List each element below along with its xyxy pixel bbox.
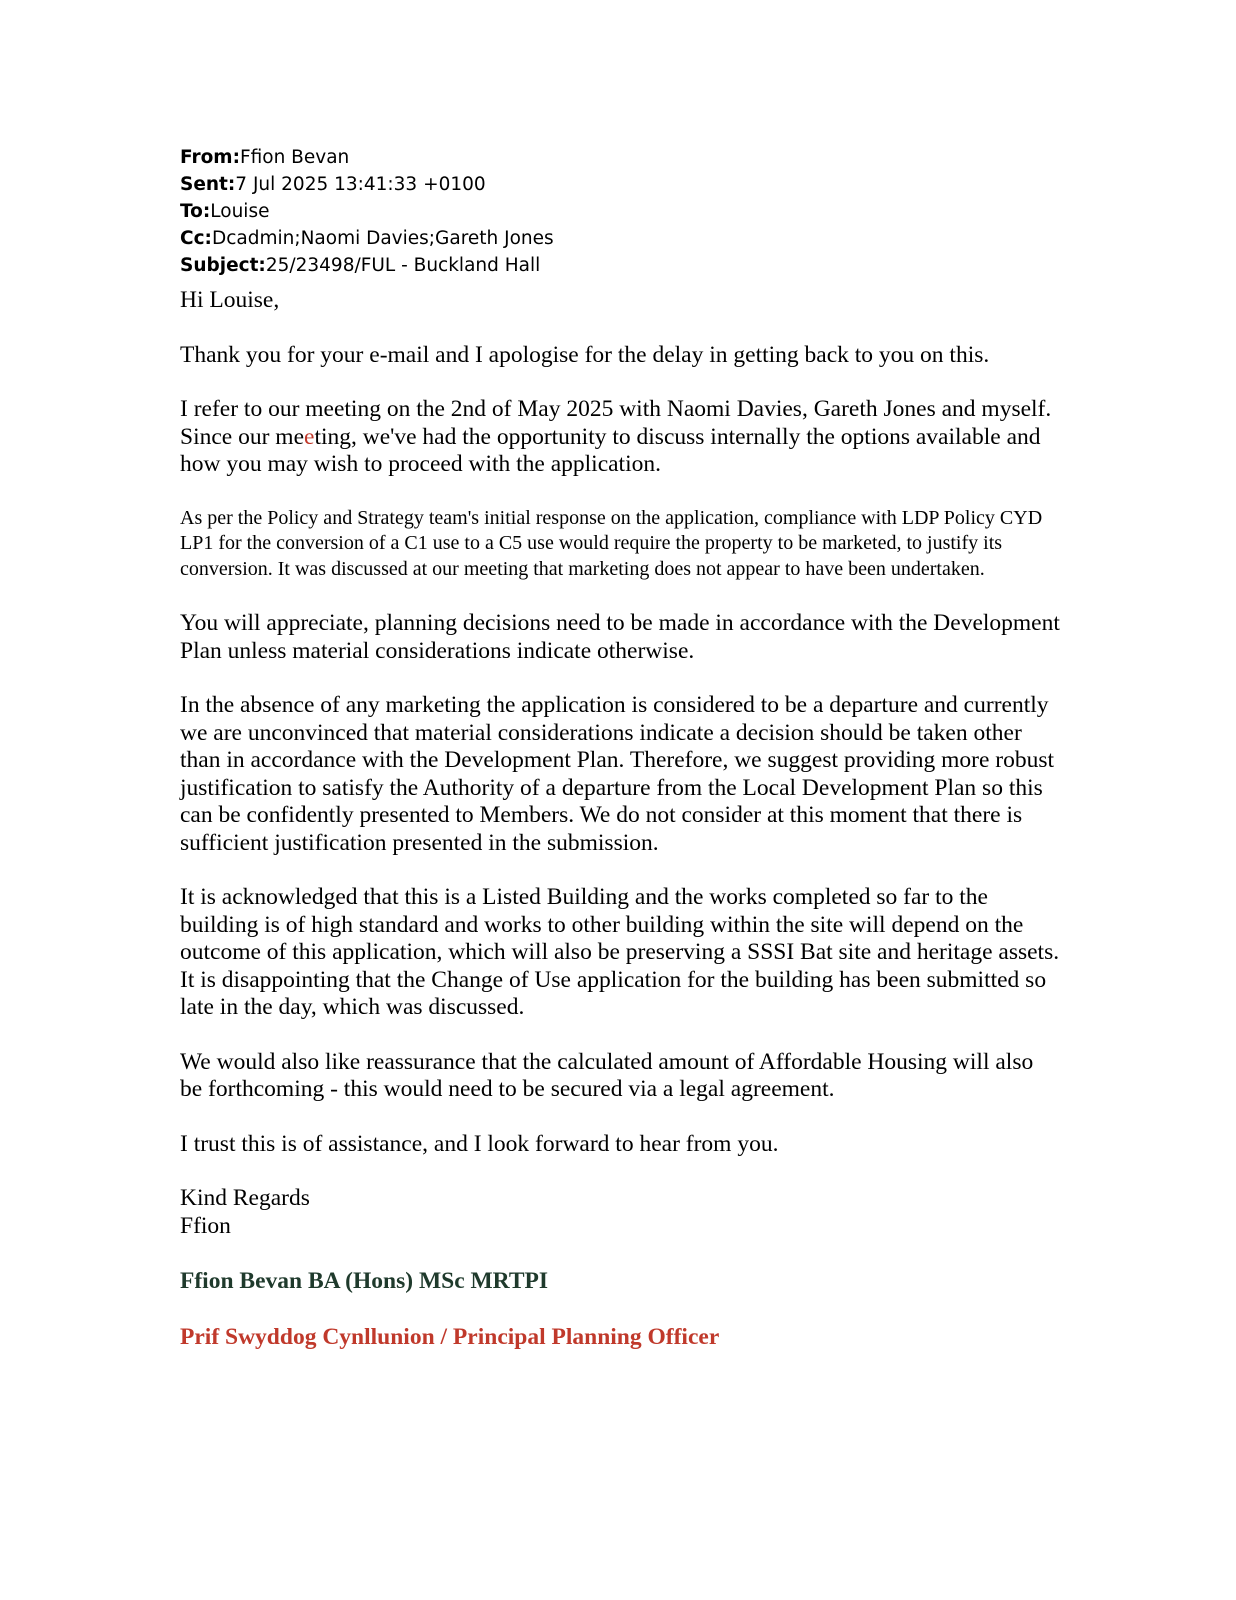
to-value: Louise (210, 201, 270, 222)
signature-name: Ffion Bevan BA (Hons) MSc MRTPI (180, 1268, 549, 1294)
cc-label: Cc: (180, 228, 212, 249)
to-label: To: (180, 201, 211, 222)
cc-value: Dcadmin;Naomi Davies;Gareth Jones (211, 228, 554, 249)
signature-title: Prif Swyddog Cynllunion / Principal Planning Officer (180, 1324, 720, 1350)
paragraph-thanks: Thank you for your e-mail and I apologise for the delay in getting back to you on this. (180, 341, 990, 368)
cc-row (180, 225, 1060, 252)
sent-row (180, 171, 1060, 198)
paragraph-development-plan: You will appreciate, planning decisions need to be made in accordance with the Development Plan unless material considerations indicate otherwise. (180, 610, 1060, 664)
paragraph-departure: In the absence of any marketing the application is considered to be a departure and currently we are unconvinced that material considerations indicate a decision should be taken other than in accordance with the Development Plan. Therefore, we suggest providing more robust justification to satisfy the Authority of a departure from the Local Development Plan so this can be confidently presented to Members. We do not consider at this moment that there is sufficient justification presented in the submission. (180, 692, 1055, 856)
subject-label: Subject: (180, 255, 266, 276)
email-document (180, 144, 1060, 1351)
paragraph-meeting (180, 396, 1060, 479)
highlighted-letter: e (304, 423, 315, 450)
email-body (180, 287, 1060, 1240)
paragraph-meeting-start: I refer to our meeting on the 2nd of May 2025 with Naomi Davies, Gareth Jones and myself. Since our me (180, 396, 1052, 450)
to-row (180, 198, 1060, 225)
from-label: From: (180, 147, 240, 168)
paragraph-listed-building: It is acknowledged that this is a Listed Building and the works completed so far to the building is of high standard and works to other building within the site will depend on the outcome of this application, which will also be preserving a SSSI Bat site and heritage assets. It is disappointing that the Change of Use application for the building has been submitted so late in the day, which was discussed. (180, 884, 1060, 1020)
subject-row (180, 252, 1060, 279)
subject-value: 25/23498/FUL - Buckland Hall (265, 255, 541, 276)
signoff (180, 1185, 1060, 1240)
signoff-first-name: Ffion (180, 1212, 231, 1239)
from-row (180, 144, 1060, 171)
paragraph-policy: As per the Policy and Strategy team's initial response on the application, compliance with LDP Policy CYD LP1 for the conversion of a C1 use to a C5 use would require the property to be marketed, to justify its conversion. It was discussed at our meeting that marketing does not appear to have been undertaken. (180, 506, 1043, 580)
paragraph-meeting-end: ting, we've had the opportunity to discuss internally the options available and how you may wish to proceed with the application. (180, 423, 1041, 477)
paragraph-closing: I trust this is of assistance, and I look forward to hear from you. (180, 1130, 779, 1157)
sent-value: 7 Jul 2025 13:41:33 +0100 (235, 174, 486, 195)
paragraph-affordable-housing: We would also like reassurance that the calculated amount of Affordable Housing will also be forthcoming - this would need to be secured via a legal agreement. (180, 1048, 1034, 1102)
from-value: Ffion Bevan (239, 147, 350, 168)
email-headers (180, 144, 1060, 279)
greeting: Hi Louise, (180, 287, 280, 313)
signoff-regards: Kind Regards (180, 1185, 310, 1211)
sent-label: Sent: (180, 174, 236, 195)
